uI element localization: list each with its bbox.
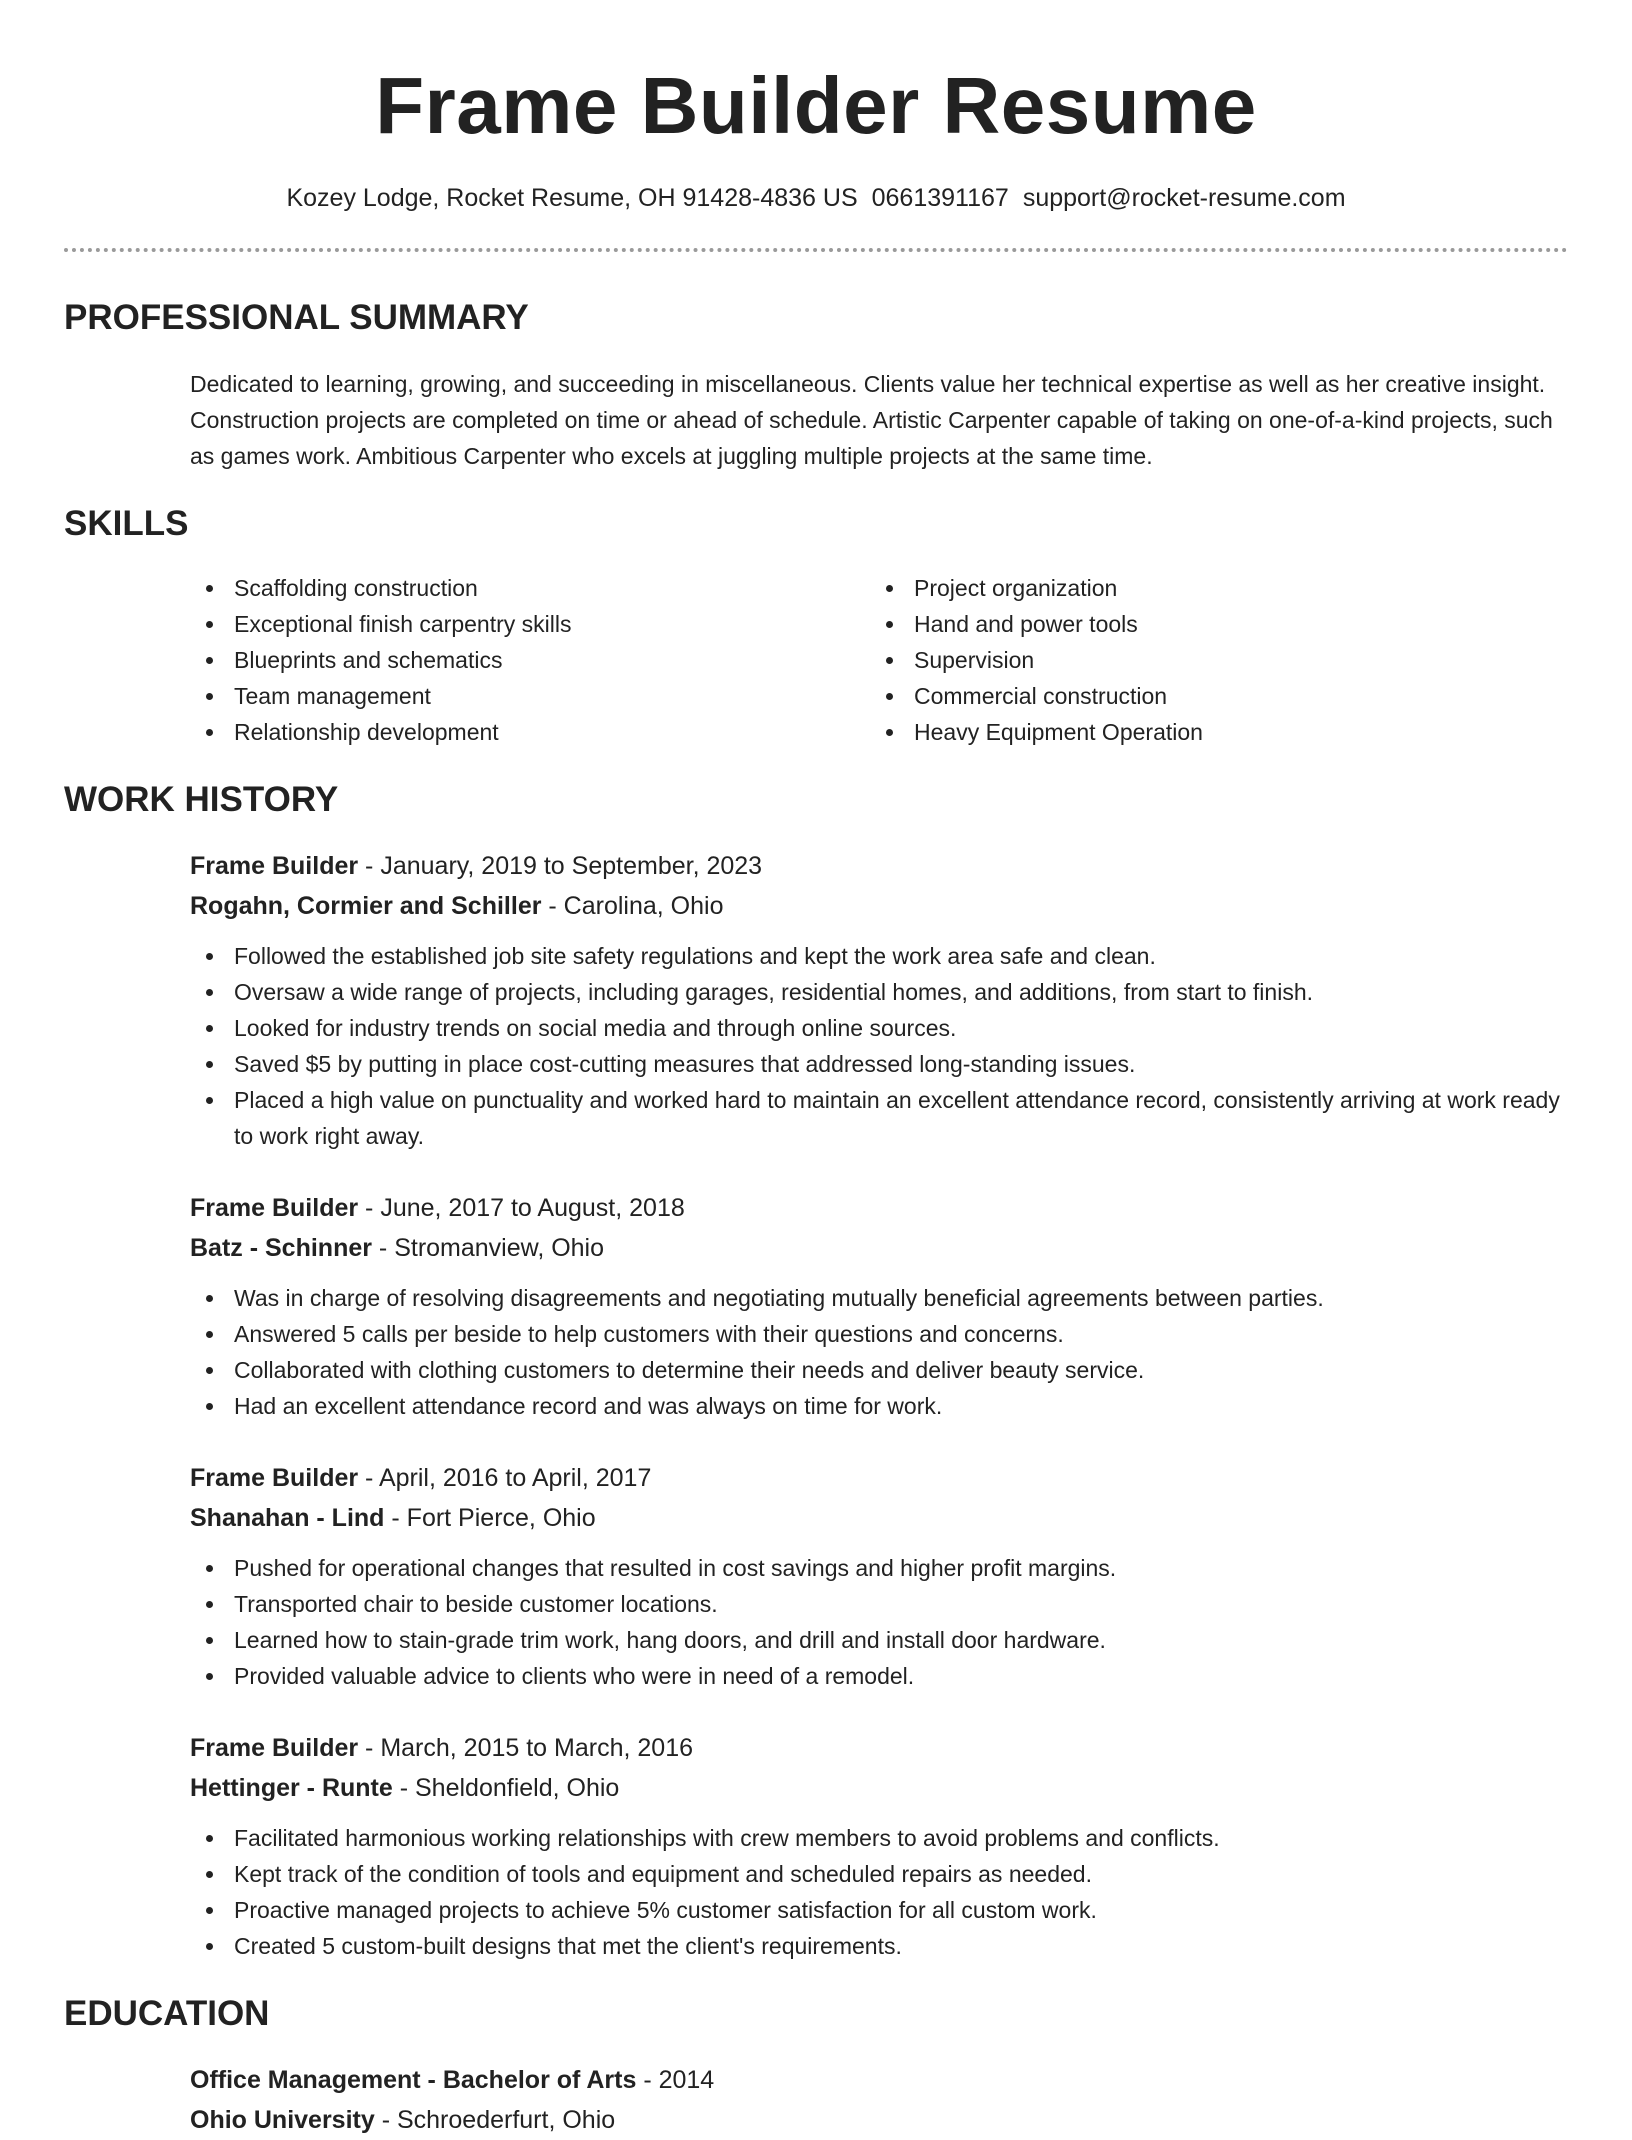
job-company-line — [190, 1228, 1568, 1268]
work-history-heading: WORK HISTORY — [64, 780, 339, 819]
job-entry — [190, 1728, 1568, 1964]
summary-heading: PROFESSIONAL SUMMARY — [64, 298, 529, 337]
job-duty: Placed a high value on punctuality and worked hard to maintain an excellent attendance record, consistently arriving at work ready to work right away. — [190, 1082, 1568, 1154]
job-location: - Stromanview, Ohio — [371, 1234, 605, 1262]
skill-item: Heavy Equipment Operation — [870, 714, 1550, 750]
job-company-line — [190, 1498, 1568, 1538]
skill-item: Project organization — [870, 570, 1550, 606]
job-duty: Was in charge of resolving disagreements and negotiating mutually beneficial agreements between parties. — [190, 1280, 1568, 1316]
education-entry — [190, 2060, 1568, 2140]
job-title: Frame Builder — [190, 1464, 359, 1492]
job-duty: Oversaw a wide range of projects, including garages, residential homes, and additions, from start to finish. — [190, 974, 1568, 1010]
job-title-line — [190, 1188, 1568, 1228]
education-year: - 2014 — [636, 2066, 715, 2094]
skill-item: Supervision — [870, 642, 1550, 678]
job-duty: Followed the established job site safety regulations and kept the work area safe and clean. — [190, 938, 1568, 974]
job-location: - Carolina, Ohio — [541, 892, 724, 920]
job-duties — [190, 1280, 1568, 1424]
job-duty: Transported chair to beside customer locations. — [190, 1586, 1568, 1622]
skills-column-left — [190, 570, 870, 750]
skill-item: Scaffolding construction — [190, 570, 870, 606]
job-duty: Provided valuable advice to clients who were in need of a remodel. — [190, 1658, 1568, 1694]
contact-phone: 0661391167 — [871, 184, 1009, 212]
skill-item: Hand and power tools — [870, 606, 1550, 642]
job-duty: Collaborated with clothing customers to determine their needs and deliver beauty service. — [190, 1352, 1568, 1388]
job-company: Shanahan - Lind — [190, 1504, 385, 1532]
skills-list — [190, 570, 1568, 750]
job-dates: - January, 2019 to September, 2023 — [358, 852, 763, 880]
skill-item: Blueprints and schematics — [190, 642, 870, 678]
job-company: Batz - Schinner — [190, 1234, 372, 1262]
job-title-line — [190, 1458, 1568, 1498]
job-duty: Created 5 custom-built designs that met the client's requirements. — [190, 1928, 1568, 1964]
job-duties — [190, 1550, 1568, 1694]
header-divider — [64, 248, 1568, 252]
job-title: Frame Builder — [190, 852, 359, 880]
education-school: Ohio University — [190, 2106, 375, 2134]
job-title: Frame Builder — [190, 1194, 359, 1222]
skill-item: Exceptional finish carpentry skills — [190, 606, 870, 642]
job-entry — [190, 846, 1568, 1154]
job-company-line — [190, 1768, 1568, 1808]
job-duties — [190, 938, 1568, 1154]
skills-heading: SKILLS — [64, 504, 189, 543]
job-duty: Proactive managed projects to achieve 5% customer satisfaction for all custom work. — [190, 1892, 1568, 1928]
job-duty: Learned how to stain-grade trim work, hang doors, and drill and install door hardware. — [190, 1622, 1568, 1658]
job-duty: Looked for industry trends on social media and through online sources. — [190, 1010, 1568, 1046]
job-company: Hettinger - Runte — [190, 1774, 393, 1802]
education-heading: EDUCATION — [64, 1994, 270, 2033]
job-company: Rogahn, Cormier and Schiller — [190, 892, 542, 920]
job-dates: - March, 2015 to March, 2016 — [358, 1734, 693, 1762]
job-entry — [190, 1188, 1568, 1424]
job-title-line — [190, 846, 1568, 886]
resume-title: Frame Builder Resume — [375, 61, 1257, 150]
skill-item: Relationship development — [190, 714, 870, 750]
contact-address: Kozey Lodge, Rocket Resume, OH 91428-4836 US — [286, 184, 858, 212]
job-dates: - June, 2017 to August, 2018 — [358, 1194, 685, 1222]
education-degree: Office Management - Bachelor of Arts — [190, 2066, 637, 2094]
skill-item: Commercial construction — [870, 678, 1550, 714]
job-entry — [190, 1458, 1568, 1694]
skills-column-right — [870, 570, 1550, 750]
education-degree-line — [190, 2060, 1568, 2100]
job-dates: - April, 2016 to April, 2017 — [358, 1464, 652, 1492]
education-location: - Schroederfurt, Ohio — [374, 2106, 616, 2134]
job-duty: Answered 5 calls per beside to help customers with their questions and concerns. — [190, 1316, 1568, 1352]
contact-email[interactable]: support@rocket-resume.com — [1022, 184, 1346, 212]
summary-text: Dedicated to learning, growing, and succeeding in miscellaneous. Clients value her technical expertise as well as her creative insight. Construction projects are completed on time or ahead of schedule. Artistic Carpenter capable of taking on one-of-a-kind projects, such as games work. Ambitious Carpenter who excels at juggling multiple projects at the same time. — [190, 371, 1553, 469]
job-duty: Facilitated harmonious working relationships with crew members to avoid problems and conflicts. — [190, 1820, 1568, 1856]
job-duty: Kept track of the condition of tools and equipment and scheduled repairs as needed. — [190, 1856, 1568, 1892]
job-title-line — [190, 1728, 1568, 1768]
job-duties — [190, 1820, 1568, 1964]
job-location: - Sheldonfield, Ohio — [392, 1774, 620, 1802]
job-duty: Had an excellent attendance record and was always on time for work. — [190, 1388, 1568, 1424]
resume-page — [64, 0, 1568, 2140]
job-company-line — [190, 886, 1568, 926]
education-school-line — [190, 2100, 1568, 2140]
job-duty: Pushed for operational changes that resulted in cost savings and higher profit margins. — [190, 1550, 1568, 1586]
job-duty: Saved $5 by putting in place cost-cutting measures that addressed long-standing issues. — [190, 1046, 1568, 1082]
skill-item: Team management — [190, 678, 870, 714]
job-title: Frame Builder — [190, 1734, 359, 1762]
job-location: - Fort Pierce, Ohio — [384, 1504, 596, 1532]
contact-line — [64, 182, 1568, 214]
